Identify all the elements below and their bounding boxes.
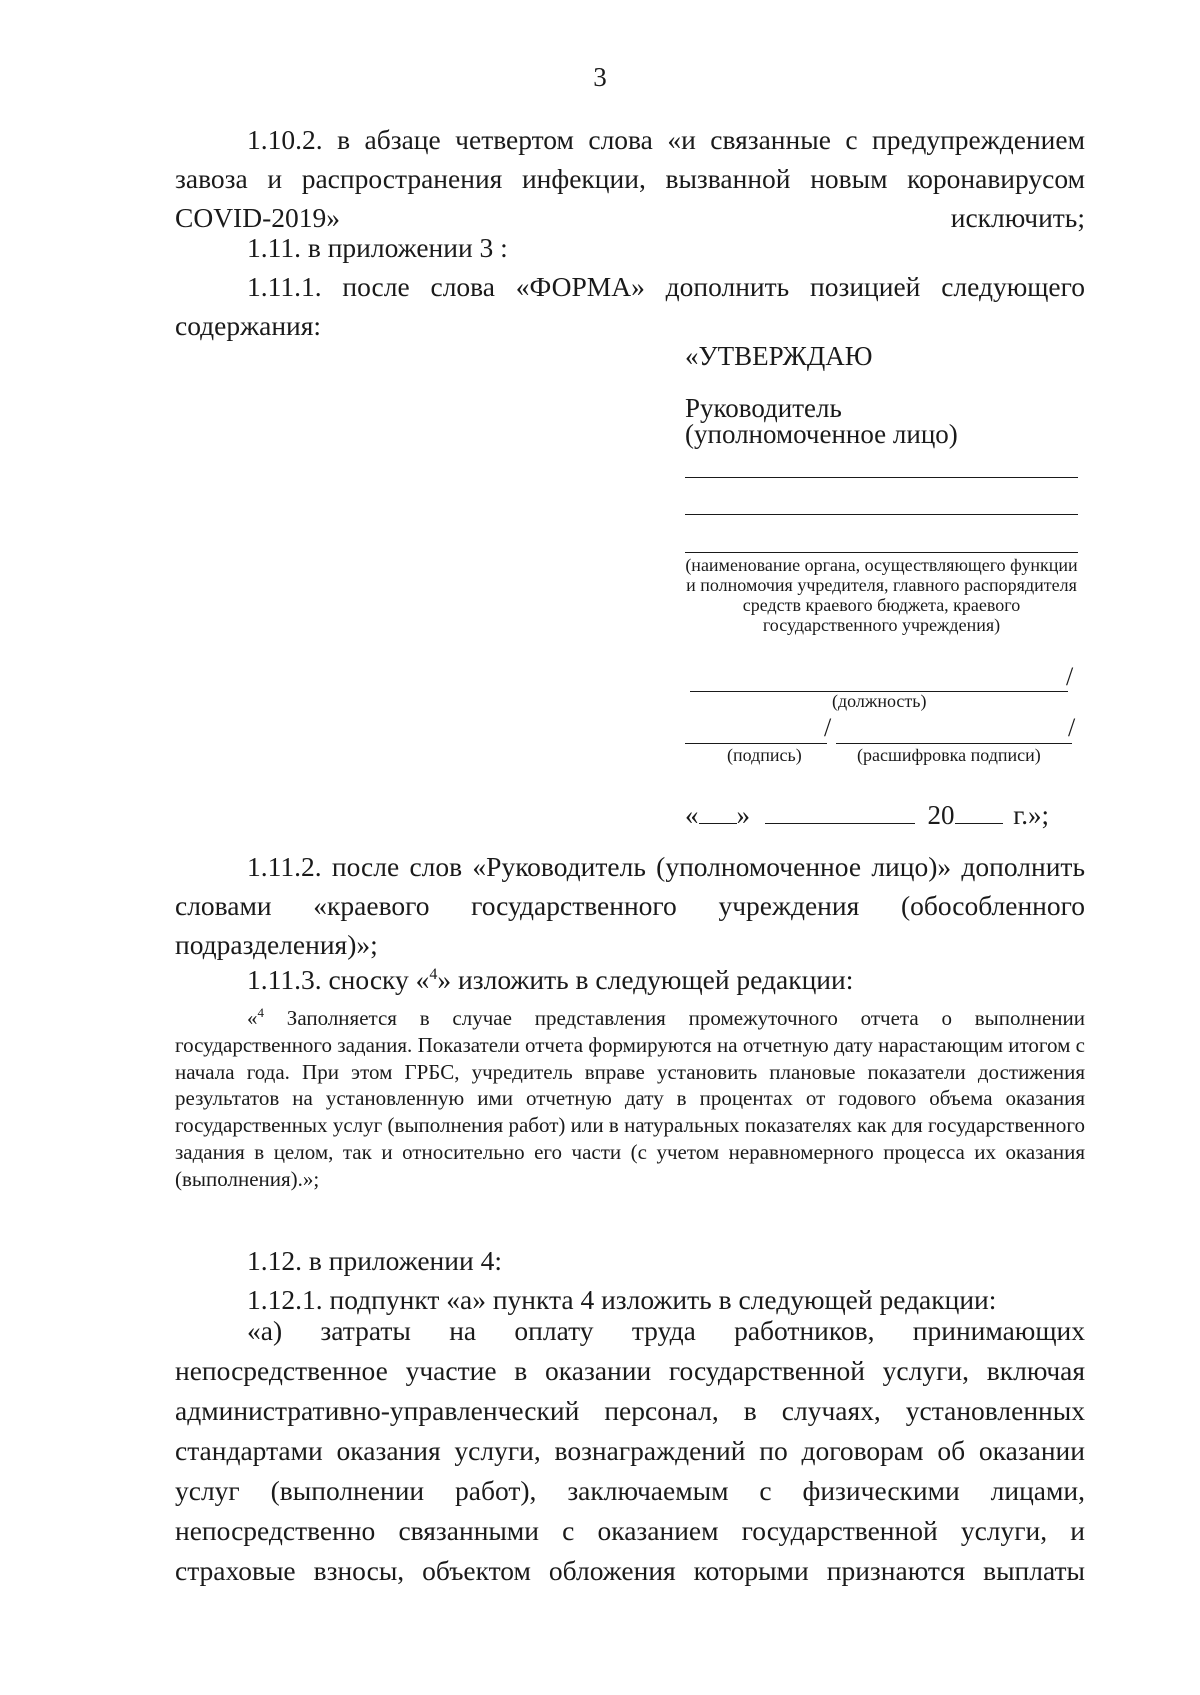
paragraph-1-11-1 <box>175 267 1085 345</box>
paragraph-1-10-2-text: 1.10.2. в абзаце четвертом слова «и связанные с предупреждением завоза и распространения инфекции, вызванной новым коронавирусом COVID-2019» исключить; <box>175 124 1085 233</box>
year-blank <box>955 801 1003 824</box>
signature-slash: / <box>824 713 832 742</box>
head-subtitle: (уполномоченное лицо) <box>685 419 958 449</box>
date-open-quote: « <box>685 800 699 830</box>
blank-line-1 <box>685 477 1078 478</box>
head-title: Руководитель <box>685 393 842 423</box>
footnote-body: Заполняется в случае представления промежуточного отчета о выполнении государственного задания. Показатели отчета формируются на отчетную дату нарастающим итогом с начала года. При этом ГРБС, учредитель вправе установить плановые показатели достижения результатов на установленную ими отчетную дату в процентах от годового объема оказания государственных услуг (выполнения работ) или в натуральных показателях как для государственного задания в целом, так и относительно его части (с учетом неравномерного процесса их оказания (выполнения).»; <box>175 1006 1085 1191</box>
signature-caption: (подпись) <box>727 745 802 765</box>
blank-line-2 <box>685 514 1078 515</box>
paragraph-1-11-3-before: 1.11.3. сноску « <box>247 964 430 996</box>
footnote-marker: 4 <box>429 966 438 983</box>
decoding-slash: / <box>1068 713 1076 742</box>
footnote-open-quote: « <box>247 1006 258 1030</box>
paragraph-1-12-1: 1.12.1. подпункт «а» пункта 4 изложить в следующей редакции: <box>247 1284 997 1315</box>
date-line <box>685 800 1075 831</box>
org-caption: (наименование органа, осуществляющего функции и полномочия учредителя, главного распорядителя средств краевого бюджета, краевого государственного учреждения) <box>685 555 1078 635</box>
paragraph-1-12: 1.12. в приложении 4: <box>247 1245 502 1276</box>
decoding-caption: (расшифровка подписи) <box>857 745 1041 765</box>
paragraph-1-11-3 <box>247 955 853 999</box>
subparagraph-a-text: «а) затраты на оплату труда работников, принимающих непосредственное участие в оказании государственной услуги, включая административно-управленческий персонал, в случаях, установленных стандартами оказания услуги, вознаграждений по договорам об оказании услуг (выполнении работ), заключаемым с физическими лицами, непосредственно связанными с оказанием государственной услуги, и страховые взносы, объектом обложения которыми признаются выплаты <box>175 1315 1085 1586</box>
position-slash: / <box>1066 662 1074 691</box>
decoding-blank-line <box>836 743 1072 744</box>
paragraph-1-11-2-text: 1.11.2. после слов «Руководитель (уполномоченное лицо)» дополнить словами «краевого государственного учреждения (обособленного подразделения)»; <box>175 851 1085 960</box>
position-caption: (должность) <box>832 691 927 711</box>
footnote-number: 4 <box>257 1005 264 1020</box>
paragraph-1-11-3-after: » изложить в следующей редакции: <box>437 964 854 996</box>
subparagraph-a <box>175 1311 1085 1591</box>
year-prefix: 20 <box>927 800 955 830</box>
approve-heading: «УТВЕРЖДАЮ <box>685 341 873 371</box>
blank-line-3 <box>685 552 1078 553</box>
date-close-quote: » <box>736 800 750 830</box>
paragraph-1-11: 1.11. в приложении 3 : <box>247 232 508 263</box>
day-blank <box>699 801 737 824</box>
footnote-paragraph <box>175 1000 1085 1193</box>
paragraph-1-10-2 <box>175 120 1085 237</box>
paragraph-1-11-2 <box>175 847 1085 964</box>
month-blank <box>765 801 915 824</box>
footnote-text-block <box>175 1000 1085 1193</box>
page-number: 3 <box>593 62 607 92</box>
paragraph-1-11-1-text: 1.11.1. после слова «ФОРМА» дополнить позицией следующего содержания: <box>175 271 1085 341</box>
year-suffix: г.»; <box>1013 800 1050 830</box>
signature-blank-line <box>685 743 827 744</box>
